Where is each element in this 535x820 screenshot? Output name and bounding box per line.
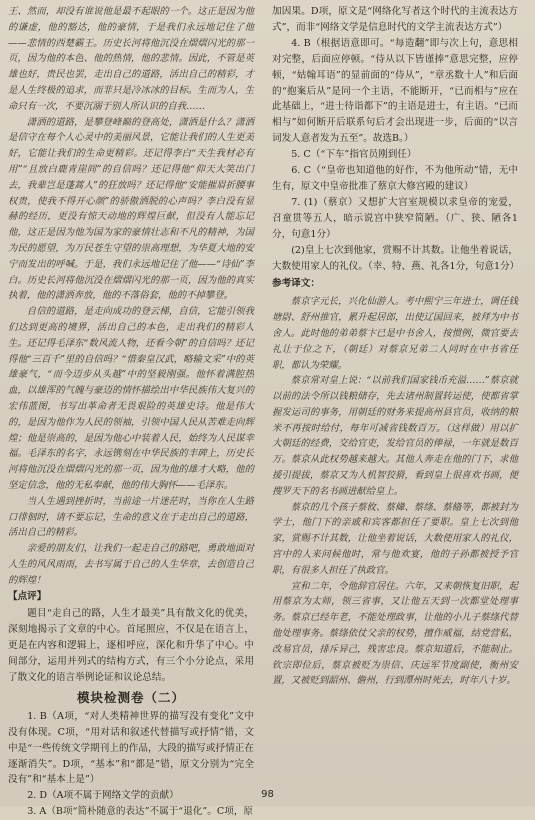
translation-paragraph: 宣和二年，令他辞官居住。六年，又来朝恢复旧职，起用蔡京为太师，领三省事，又让他五天到一次都堂处理事务。蔡京已经年老，不能处理政事，让他的小儿子蔡绦代替他处理事务。蔡绦依仗父亲的权势，擅作威福，结党营私，改易官员，排斥异己，残害忠良。蔡京知道后，不能制止。钦宗即位后，蔡京被贬为崇信、庆远军节度副使，衡州安置，又被贬到韶州、儋州，行到潭州时死去，时年八十岁。 <box>272 580 518 687</box>
essay-excerpt <box>8 4 254 588</box>
section-title: 模块检测卷（二） <box>76 689 185 705</box>
right-column <box>272 4 518 689</box>
essay-paragraph: 王、然而，却没有谁说他是最不起眼的一个。这正是因为他的谦虚，他的豁达，他的豪情，于是我们永远地记住了他——悲情的西楚霸王。历史长河将他沉没在熠熠闪光的那一页，因为他的本色、他的热情，他的悲情。因此，不管是英雄也好，贵民也罢，走出自己的道路，活出自己的精彩，才是人生终极的追求，而非只是冷冰冰的目标。生而为人，生命只有一次，不要沉溺于别人所认识的自我…… <box>8 6 254 112</box>
translation-label: 参考译文： <box>272 278 320 290</box>
answer-item: 4. B（根据语意即可。“每造翻”即与次上句，意思相对完整，后面应停顿。“侍从以下皆谨捧”意思完整，应停顿，“姑翰耳语”的显前面的“侍从”，“章丞数十人”和后面的“抱案后从”是同一个主语，不能断开，“已而相与”应在此基础上，“进士待诣都下”的主语是进士，有主语。“已而相与”如何断开后联系句后才会出现进一步，后面的“以言词发人意者发为五至”。故选B。） <box>272 37 518 145</box>
translation-block <box>272 294 518 689</box>
essay-paragraph: 自信的道路，是走向成功的登云梯，自信，它能引领我们达到更高的境界，活出自己的本色，走出我们的精彩人生。还记得毛泽东“数风流人物，还看今朝”的自信吗？还记得他“三百千”里的自信吗？“惜秦皇汉武，略输文采”中的英雄豪气，“而今迈步从头越”中的坚毅刚强。他怀着满腔热血，以雄浑的气魄与豪迈的情怀描绘出中华民族伟大复兴的宏伟蓝图，书写出革命者无畏艰险的英雄史诗。他是伟大的，是因为他作为人民的领袖，引领中国人民从苦难走向辉煌；他是崇高的，是因为他心中装着人民，始终为人民谋幸福。毛泽东的名字，永远镌刻在中华民族的丰碑上，历史长河将他沉没在熠熠闪光的那一页，因为他的雄才大略，他的坚定信念，他的无私奉献，他的伟大胸怀——毛泽东。 <box>8 306 254 491</box>
answer-item: 3. A（B项“简朴随意的表达”不属于“退化”。C项，原 <box>27 806 254 818</box>
essay-paragraph: 当人生遇到挫折时，当前途一片迷茫时，当你在人生路口徘徊时，请不要忘记，生命的意义在于走出自己的道路，活出自己的精彩。 <box>8 495 254 539</box>
translation-paragraph: 蔡京常对皇上说：“以前我们国家钱币充溢……”蔡京就以前的法令所以钱粮储存，先去诸州制置转运使，使都省掌握发运司的事务，用朝廷的财务来提高州县官员，收纳的粮米不再按时给付，每年可减省钱数百万。（这样做）用以扩大朝廷的经费，交给官吏，发给官员的俸禄，一年就是数百万。蔡京从此权势越来越大。其他人奔走在他的门下，求他援引提拔，蔡京又为人机智狡猾，看到皇上很喜欢书画，便搜罗天下的名书画进献给皇上。 <box>272 375 518 497</box>
answer-item: 1. B（A项，“对人类精神世界的描写没有变化”文中没有体现。C项，“用对话和叙述代替描写或抒情”错，文中是“一些传统文学期刊上的作品，大段的描写或抒情正在逐渐消失”。D项，“基本”和“都是”错，原文分别为“完全没有”和“基本上是”） <box>8 710 254 786</box>
translation-paragraph: 蔡京字元长，兴化仙游人。考中熙宁三年进士，调任钱塘尉、舒州推官，累升起居郎，出使辽国回来，被拜为中书舍人。此时他的弟弟蔡卞已是中书舍人，按惯例，微官要去礼让于位之下，（朝廷）对蔡京兄弟二人同时在中书省任职，都认为荣耀。 <box>272 296 518 371</box>
translation-paragraph: 蔡京的几个孩子蔡攸、蔡鞗、蔡绦、蔡翛等，都被封为学士，他门下的亲戚和宾客都担任了要职。皇上七次到他家，赏赐不计其数，让他坐着说话，大数使用家人的礼仪，宫中的人来问候他时，常与他欢宴，他的子孙都被授予官职，有很多人担任了执政官。 <box>272 501 518 576</box>
page-number: 98 <box>261 789 274 800</box>
left-column <box>8 4 254 820</box>
comment-label: 【点评】 <box>8 591 47 603</box>
comment-text: 题目“走自己的路，人生才最美”具有散文化的优美，深刻地揭示了文章的中心。首尾照应，不仅是在语言上，更是在内容和逻辑上，逐相呼应，深化和升华了中心。中间部分，运用并列式的结构方式，有三个小分论点，采用了散文化的语言举例论证和议论总结。 <box>8 608 254 684</box>
answer-item: 7. (1)（蔡京）又想扩大宫室规模以求皇帝的宠爱，召童贯等五人，暗示说宫中狭窄简陋。（广、狭、陋各1分，句意1分） <box>272 196 518 240</box>
essay-paragraph: 潇洒的道路，是攀登峰巅的登高处，潇洒是什么？潇洒是信守在每个人心灵中的美丽风景，它能让我们的人生更美好，它能让我们的生命更精彩。还记得李白“天生我材必有用”“且放白鹿青崖间”的自信吗？还记得他“仰天大笑出门去，我辈岂是蓬蒿人”的狂放吗？还记得他“安能摧眉折腰事权贵，使我不得开心颜”的骄傲洒脱的心声吗？李白没有显赫的经历，更没有惊天动地的辉煌巨献，但没有人能忘记他，这正是因为他为国为家的豪情壮志和不凡的精神，为国为民的愿望，为万民苍生守望的崇高理想，为华夏大地的安宁而发出的呼喊。于是，我们永远地记住了他——“诗仙”李白。历史长河将他沉没在熠熠闪光的那一页，因为他的真实执着，他的潇洒奔放，他的不落俗套，他的不掉攀登。 <box>8 116 254 302</box>
essay-paragraph: 亲爱的朋友们，让我们一起走自己的路吧，勇敢地面对人生的风风雨雨，去书写属于自己的人生华章，去创造自己的辉煌！ <box>8 543 254 586</box>
answer-item: (2)皇上七次到他家，赏赐不计其数。让他坐着说话，大数使用家人的礼仪。（幸、特、燕、礼各1分，句意1分） <box>272 244 520 272</box>
answer-item: 加因果。D项，原文是“网络化写者这个时代的主流表达方式”，而非“网络文学是信息时代的文学主流表达方式”） <box>272 6 518 33</box>
answer-item: 2. D（A项不属于网络文学的贡献） <box>27 790 179 802</box>
answer-item: 6. C（“皇帝也知道他的好作，不为他所动”错，无中生有，原文中皇帝批准了蔡京大修宫殿的建议） <box>272 165 518 192</box>
answer-item: 5. C（“下车”指官员刚到任） <box>291 149 417 161</box>
